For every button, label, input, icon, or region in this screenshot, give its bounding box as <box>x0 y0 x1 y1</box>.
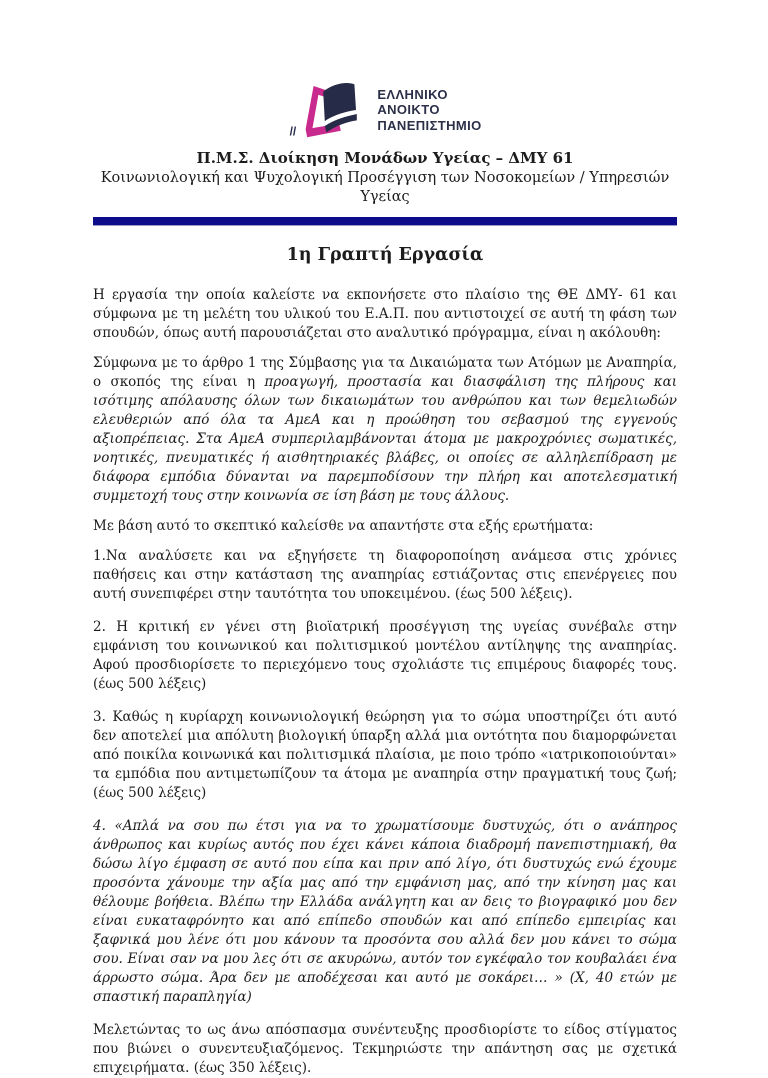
university-logo <box>93 80 677 140</box>
logo-word-line3: ΠΑΝΕΠΙΣΤΗΜΙΟ <box>377 117 482 133</box>
hou-logo-icon <box>288 80 368 140</box>
logo-word-line1: ΕΛΛΗΝΙΚΟ <box>377 86 448 102</box>
question-1: 1.Να αναλύσετε και να εξηγήσετε τη διαφοροποίηση ανάμεσα στις χρόνιες παθήσεις και στην κατάσταση της αναπηρίας εστιάζοντας στις επενέργειες που αυτή συνεπιφέρει στην ταυτότητα του υποκειμένου. (έως 500 λέξεις). <box>93 548 677 602</box>
logo-slashes: // <box>289 124 297 139</box>
logo-wordmark <box>377 87 481 134</box>
convention-quote: προαγωγή, προστασία και διασφάλιση της πλήρους και ισότιμης απόλαυσης όλων των δικαιωμάτων του ανθρώπου και των θεμελιωδών ελευθεριών από όλα τα ΑμεΑ και η προώθηση του σεβασμού της εγγενούς αξιοπρέπειας. Στα ΑμεΑ συμπεριλαμβάνονται άτομα με μακροχρόνιες σωματικές, νοητικές, πνευματικές ή αισθητηριακές βλάβες, οι οποίες σε αλληλεπίδραση με διάφορα εμπόδια δύνανται να παρεμποδίσουν την πλήρη και αποτελεσματική συμμετοχή τους στην κοινωνία σε ίση βάση με τους άλλους. <box>93 374 677 504</box>
closing-paragraph: Μελετώντας το ως άνω απόσπασμα συνέντευξης προσδιορίστε το είδος στίγματος που βιώνει ο συνεντευξιαζόμενος. Τεκμηριώστε την απάντηση σας με σχετικά επιχειρήματα. (έως 350 λέξεις). <box>93 1022 677 1076</box>
header-divider <box>93 217 677 226</box>
program-title: Π.Μ.Σ. Διοίκηση Μονάδων Υγείας – ΔΜΥ 61 <box>196 149 574 167</box>
prompt-line: Με βάση αυτό το σκεπτικό καλείσθε να απαντήστε στα εξής ερωτήματα: <box>93 518 594 534</box>
logo-word-line2: ΑΝΟΙΚΤΟ <box>377 102 440 118</box>
assignment-title: 1η Γραπτή Εργασία <box>286 245 484 265</box>
question-3: 3. Καθώς η κυρίαρχη κοινωνιολογική θεώρηση για το σώμα υποστηρίζει ότι αυτό δεν αποτελεί μια απόλυτη βιολογική ύπαρξη αλλά μια οντότητα που διαμορφώνεται από ποικίλα κοινωνικά και πολιτισμικά πλαίσια, με ποιο τρόπο «ιατρικοποιούνται» τα εμπόδια που αντιμετωπίζουν τα άτομα με αναπηρία στην πραγματική τους ζωή; (έως 500 λέξεις) <box>93 709 677 801</box>
course-title: Κοινωνιολογική και Ψυχολογική Προσέγγιση των Νοσοκομείων / Υπηρεσιών Υγείας <box>100 170 670 205</box>
intro-paragraph: Η εργασία την οποία καλείστε να εκπονήσετε στο πλαίσιο της ΘΕ ΔΜΥ- 61 και σύμφωνα με τη μελέτη του υλικού του Ε.Α.Π. που αντιστοιχεί σε αυτή τη φάση των σπουδών, όπως αυτή παρουσιάζεται στο αναλυτικό πρόγραμμα, είναι η ακόλουθη: <box>93 287 677 341</box>
convention-paragraph <box>93 354 677 506</box>
convention-lead: Σύμφωνα με το άρθρο 1 της Σύμβασης για τα Δικαιώματα των Ατόμων με Αναπηρία, ο σκοπός της είναι η <box>93 355 677 390</box>
question-2: 2. Η κριτική εν γένει στη βιοϊατρική προσέγγιση της υγείας συνέβαλε στην εμφάνιση του κοινωνικού και πολιτισμικού μοντέλου αντίληψης της αναπηρίας. Αφού προσδιορίσετε το περιεχόμενο τους σχολιάστε τις επιμέρους διαφορές τους. (έως 500 λέξεις) <box>93 619 677 692</box>
question-4-quote: 4. «Απλά να σου πω έτσι για να το χρωματίσουμε δυστυχώς, ότι ο ανάπηρος άνθρωπος και κυρίως αυτός που έχει κάνει κάποια διαδρομή πανεπιστημιακή, θα δώσω λίγο έμφαση σε αυτό που είπα και πριν από λίγο, ότι δυστυχώς ενώ έχουμε προσόντα χάνουμε την αξία μας από την εμφάνιση μας, από την κίνηση μας και θέλουμε βοήθεια. Βλέπω την Ελλάδα ανάλγητη και αν δεις το βιογραφικό μου δεν είναι ευκαταφρόνητο και από επίπεδο σπουδών και από επίπεδο εμπειρίας και ξαφνικά μου λένε ότι μου κάνουν τα προσόντα σου αλλά δεν μου κάνει το σώμα σου. Είναι σαν να μου λες ότι σε ακυρώνω, αυτόν τον εγκέφαλο τον κουβαλάει ένα άρρωστο σώμα. Άρα δεν με αποδέχεσαι και αυτό με σοκάρει… » (Χ, 40 ετών με σπαστική παραπληγία) <box>93 818 677 1005</box>
